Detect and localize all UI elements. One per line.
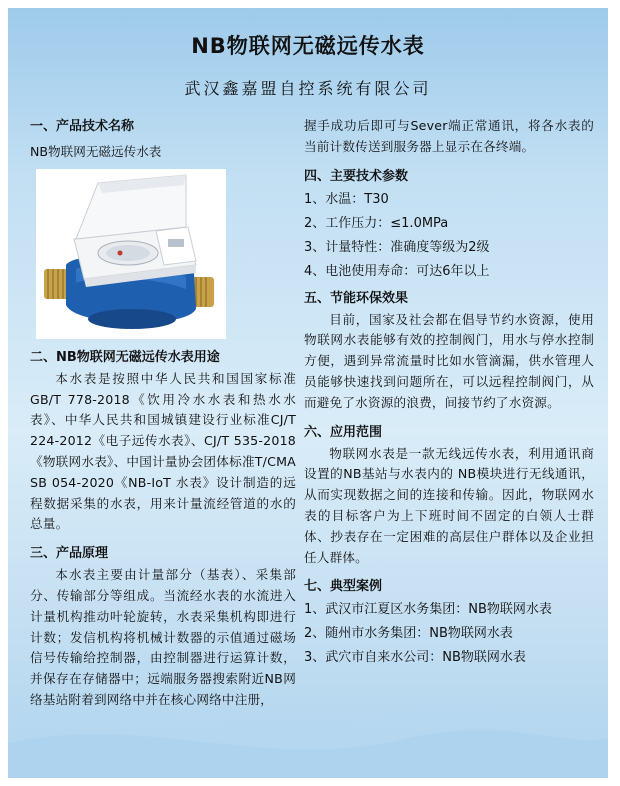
page-title: NB物联网无磁远传水表 xyxy=(191,34,425,58)
list-item: 2、随州市水务集团：NB物联网水表 xyxy=(304,626,513,642)
list-item: 1、水温：T30 xyxy=(304,191,389,207)
product-name: NB物联网无磁远传水表 xyxy=(30,144,162,159)
section-heading-2: 二、NB物联网无磁远传水表用途 xyxy=(30,349,220,365)
right-column xyxy=(304,116,594,670)
section-body-3-continued: 握手成功后即可与Sever端正常通讯，将各水表的当前计数传送到服务器上显示在各终端。 xyxy=(304,118,594,154)
list-item: 4、电池使用寿命：可达6年以上 xyxy=(304,263,490,279)
product-photo xyxy=(36,169,226,339)
section-body-2: 本水表是按照中华人民共和国国家标准GB/T 778-2018《饮用冷水水表和热水水表》、中华人民共和国城镇建设行业标准CJ/T 224-2012《电子远传水表》、CJ/T 535-2018《物联网水表》、中国计量协会团体标准T/CMA SB 054-2020《NB-IoT 水表》设计制造的远程数据采集的水表，用来计量流经管道的水的总量。 xyxy=(30,370,296,532)
section-body-5: 目前，国家及社会都在倡导节约水资源，使用物联网水表能够有效的控制阀门，用水与停水控制方便，遇到异常流量时比如水管滴漏，供水管理人员能够快速找到问题所在，可以远程控制阀门，从而避免了水资源的浪费，间接节约了水资源。 xyxy=(304,311,594,410)
case-list xyxy=(304,598,594,670)
parameter-list xyxy=(304,188,594,284)
list-item: 3、计量特性：准确度等级为2级 xyxy=(304,239,490,255)
brochure-page xyxy=(8,8,608,778)
section-heading-1: 一、产品技术名称 xyxy=(30,119,135,134)
section-heading-4: 四、主要技术参数 xyxy=(304,168,409,184)
section-heading-3: 三、产品原理 xyxy=(30,546,109,562)
section-heading-6: 六、应用范围 xyxy=(304,424,383,440)
section-body-6: 物联网水表是一款无线远传水表，利用通讯商设置的NB基站与水表内的 NB模块进行无线通讯，从而实现数据之间的连接和传输。因此，物联网水表的目标客户为上下班时间不固定的白领人士群体、抄表存在一定困难的高层住户群体以及企业担任人群体。 xyxy=(304,445,594,565)
section-body-3: 本水表主要由计量部分（基表）、采集部分、传输部分等组成。当流经水表的水流进入计量机构推动叶轮旋转，水表采集机构即进行计数；发信机构将机械计数器的示值通过磁场信号传输给控制器，由控制器进行运算计数，并保存在存储器中；远端服务器搜索附近NB网络基站附着到网络中并在核心网络中注册， xyxy=(30,567,296,707)
list-item: 2、工作压力：≤1.0MPa xyxy=(304,215,449,231)
left-column xyxy=(30,116,296,711)
section-heading-7: 七、典型案例 xyxy=(304,579,383,595)
company-name: 武汉鑫嘉盟自控系统有限公司 xyxy=(184,79,432,98)
section-heading-5: 五、节能环保效果 xyxy=(304,290,409,306)
list-item: 3、武穴市自来水公司：NB物联网水表 xyxy=(304,650,526,666)
water-meter-illustration xyxy=(36,169,226,339)
list-item: 1、武汉市江夏区水务集团：NB物联网水表 xyxy=(304,602,552,618)
